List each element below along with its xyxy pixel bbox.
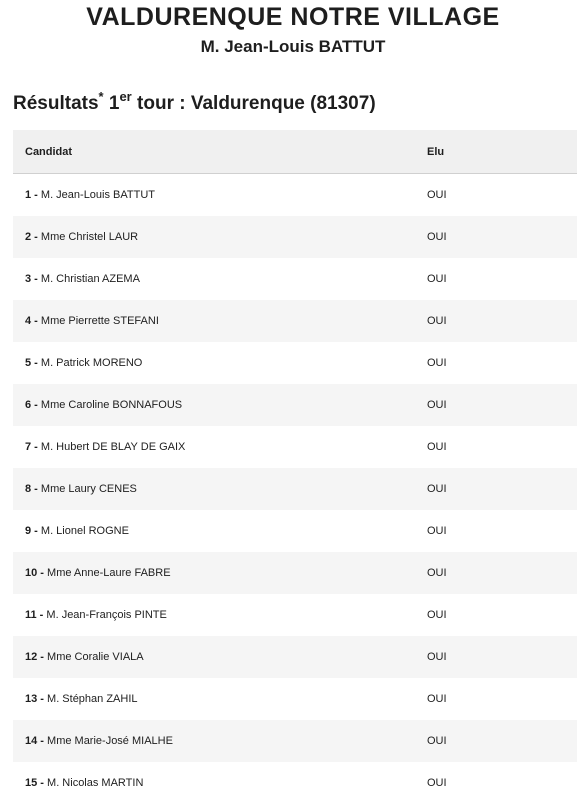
candidate-name: M. Nicolas MARTIN (43, 777, 144, 789)
elected-cell: OUI (427, 525, 447, 537)
table-row (13, 174, 577, 216)
table-row (13, 300, 577, 342)
elected-cell: OUI (427, 441, 447, 453)
elected-cell: OUI (427, 651, 447, 663)
candidate-number: 5 - (25, 357, 38, 369)
candidate-name: Mme Coralie VIALA (43, 651, 144, 663)
candidate-cell (13, 399, 427, 411)
candidate-number: 12 - (25, 651, 44, 663)
elected-cell: OUI (427, 483, 447, 495)
elected-cell: OUI (427, 399, 447, 411)
table-row (13, 678, 577, 720)
table-row (13, 342, 577, 384)
candidate-name: M. Jean-François PINTE (43, 609, 167, 621)
table-row (13, 258, 577, 300)
round-suffix: er (119, 89, 132, 104)
candidate-name: M. Patrick MORENO (37, 357, 143, 369)
candidate-cell (13, 189, 427, 201)
candidate-name: Mme Pierrette STEFANI (37, 315, 159, 327)
list-title: VALDURENQUE NOTRE VILLAGE (86, 3, 500, 31)
candidate-number: 4 - (25, 315, 38, 327)
table-row (13, 510, 577, 552)
candidate-cell (13, 231, 427, 243)
candidate-number: 10 - (25, 567, 44, 579)
table-row (13, 384, 577, 426)
elected-cell: OUI (427, 231, 447, 243)
candidate-name: M. Stéphan ZAHIL (43, 693, 138, 705)
candidate-name: Mme Laury CENES (37, 483, 137, 495)
candidate-cell (13, 441, 427, 453)
results-table (13, 130, 577, 804)
table-row (13, 468, 577, 510)
elected-cell: OUI (427, 567, 447, 579)
elected-cell: OUI (427, 609, 447, 621)
elected-cell: OUI (427, 357, 447, 369)
candidate-number: 14 - (25, 735, 44, 747)
candidate-name: M. Christian AZEMA (37, 273, 140, 285)
candidate-number: 1 - (25, 189, 38, 201)
candidate-number: 2 - (25, 231, 38, 243)
candidate-name: Mme Marie-José MIALHE (43, 735, 173, 747)
results-heading (13, 89, 376, 116)
candidate-cell (13, 777, 427, 789)
candidate-number: 3 - (25, 273, 38, 285)
candidate-cell (13, 651, 427, 663)
table-row (13, 762, 577, 804)
candidate-number: 8 - (25, 483, 38, 495)
round-number: 1 (108, 93, 120, 114)
table-row (13, 720, 577, 762)
candidate-cell (13, 525, 427, 537)
list-head-candidate: M. Jean-Louis BATTUT (200, 37, 386, 56)
table-row (13, 636, 577, 678)
elected-cell: OUI (427, 273, 447, 285)
candidate-cell (13, 609, 427, 621)
candidate-name: M. Hubert DE BLAY DE GAIX (37, 441, 186, 453)
candidate-cell (13, 483, 427, 495)
candidate-cell (13, 273, 427, 285)
elected-cell: OUI (427, 189, 447, 201)
candidate-name: Mme Anne-Laure FABRE (43, 567, 171, 579)
candidate-cell (13, 693, 427, 705)
results-word: Résultats (13, 93, 99, 114)
candidate-number: 7 - (25, 441, 38, 453)
candidate-name: M. Jean-Louis BATTUT (37, 189, 156, 201)
table-row (13, 594, 577, 636)
results-asterisk: * (98, 89, 104, 104)
candidate-cell (13, 357, 427, 369)
candidate-name: Mme Caroline BONNAFOUS (37, 399, 183, 411)
column-header-candidate: Candidat (25, 145, 73, 158)
candidate-cell (13, 567, 427, 579)
candidate-number: 13 - (25, 693, 44, 705)
results-rest: tour : Valdurenque (81307) (131, 93, 376, 114)
candidate-number: 6 - (25, 399, 38, 411)
candidate-cell (13, 315, 427, 327)
elected-cell: OUI (427, 315, 447, 327)
table-row (13, 552, 577, 594)
candidate-number: 11 - (25, 609, 44, 621)
table-row (13, 426, 577, 468)
candidate-name: M. Lionel ROGNE (37, 525, 129, 537)
table-row (13, 216, 577, 258)
elected-cell: OUI (427, 777, 447, 789)
column-header-elected: Elu (427, 145, 445, 158)
candidate-cell (13, 735, 427, 747)
candidate-number: 15 - (25, 777, 44, 789)
elected-cell: OUI (427, 693, 447, 705)
table-header-row (13, 130, 577, 174)
table-body (13, 174, 577, 804)
candidate-number: 9 - (25, 525, 38, 537)
elected-cell: OUI (427, 735, 447, 747)
candidate-name: Mme Christel LAUR (37, 231, 139, 243)
